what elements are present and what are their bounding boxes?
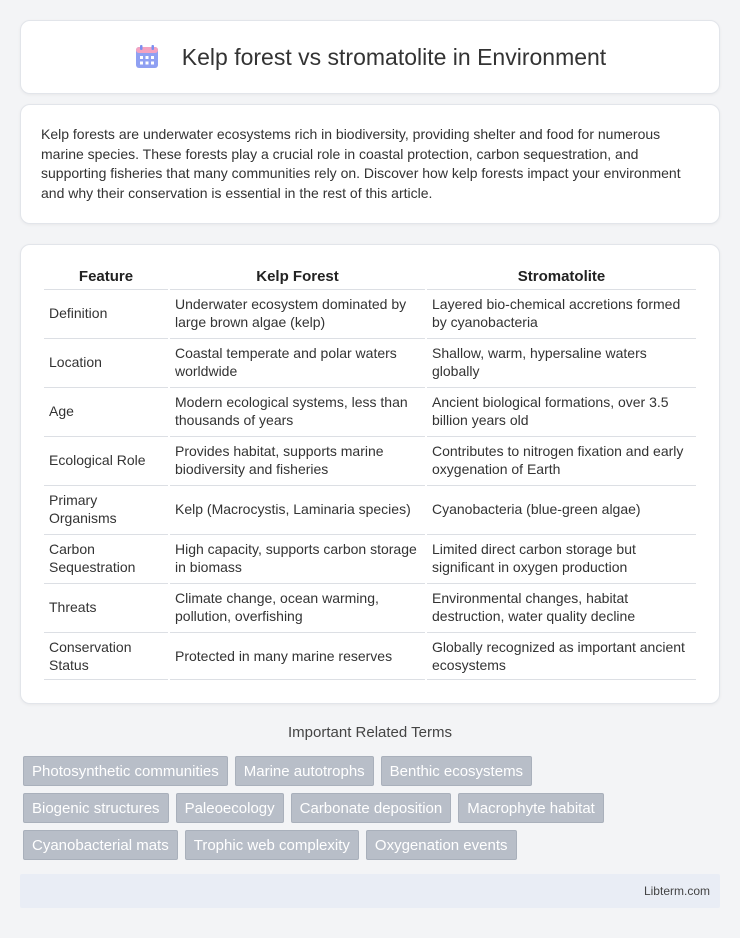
tag-biogenic-structures[interactable]: Biogenic structures bbox=[23, 793, 169, 823]
row-feature: Ecological Role bbox=[44, 436, 168, 483]
tag-row bbox=[23, 756, 723, 786]
intro-text: Kelp forests are underwater ecosystems rich in biodiversity, providing shelter and food for numerous marine species. These forests play a crucial role in coastal protection, carbon sequestration, and supporting fisheries that many communities rely on. Discover how kelp forests impact your environment and why their conservation is essential in the rest of this article. bbox=[41, 126, 681, 201]
row-feature: Definition bbox=[44, 289, 168, 336]
row-kelp-value: Kelp (Macrocystis, Laminaria species) bbox=[170, 485, 425, 532]
row-stromatolite-value: Environmental changes, habitat destruction, water quality decline bbox=[427, 583, 696, 630]
row-stromatolite-value: Shallow, warm, hypersaline waters globally bbox=[427, 338, 696, 385]
tag-row bbox=[23, 793, 723, 823]
calendar-icon bbox=[134, 44, 160, 70]
header-kelp-forest: Kelp Forest bbox=[256, 268, 339, 285]
tag-trophic-web-complexity[interactable]: Trophic web complexity bbox=[185, 830, 359, 860]
table-row bbox=[44, 387, 696, 434]
related-terms-title: Important Related Terms bbox=[288, 724, 452, 741]
table-row bbox=[44, 583, 696, 630]
row-feature: Carbon Sequestration bbox=[44, 534, 168, 581]
row-stromatolite-value: Layered bio-chemical accretions formed by cyanobacteria bbox=[427, 289, 696, 336]
related-terms-list bbox=[23, 756, 723, 867]
table-row bbox=[44, 436, 696, 483]
footer bbox=[20, 874, 720, 908]
row-kelp-value: Protected in many marine reserves bbox=[170, 632, 425, 680]
header-feature: Feature bbox=[78, 268, 134, 285]
page-title: Kelp forest vs stromatolite in Environment bbox=[181, 43, 607, 70]
tag-oxygenation-events[interactable]: Oxygenation events bbox=[366, 830, 517, 860]
row-stromatolite-value: Contributes to nitrogen fixation and early oxygenation of Earth bbox=[427, 436, 696, 483]
header-card bbox=[20, 20, 720, 94]
comparison-card bbox=[20, 244, 720, 704]
tag-photosynthetic-communities[interactable]: Photosynthetic communities bbox=[23, 756, 228, 786]
row-feature: Conservation Status bbox=[44, 632, 168, 680]
row-kelp-value: Provides habitat, supports marine biodiversity and fisheries bbox=[170, 436, 425, 483]
tag-paleoecology[interactable]: Paleoecology bbox=[176, 793, 284, 823]
table-header-row bbox=[44, 267, 696, 287]
tag-carbonate-deposition[interactable]: Carbonate deposition bbox=[291, 793, 452, 823]
table-row bbox=[44, 485, 696, 532]
table-row bbox=[44, 534, 696, 581]
tag-benthic-ecosystems[interactable]: Benthic ecosystems bbox=[381, 756, 532, 786]
tag-marine-autotrophs[interactable]: Marine autotrophs bbox=[235, 756, 374, 786]
comparison-table bbox=[42, 265, 698, 682]
row-feature: Location bbox=[44, 338, 168, 385]
row-kelp-value: High capacity, supports carbon storage in biomass bbox=[170, 534, 425, 581]
row-feature: Age bbox=[44, 387, 168, 434]
tag-cyanobacterial-mats[interactable]: Cyanobacterial mats bbox=[23, 830, 178, 860]
row-kelp-value: Underwater ecosystem dominated by large brown algae (kelp) bbox=[170, 289, 425, 336]
row-feature: Threats bbox=[44, 583, 168, 630]
row-kelp-value: Climate change, ocean warming, pollution, overfishing bbox=[170, 583, 425, 630]
footer-site-link[interactable]: Libterm.com bbox=[643, 884, 710, 898]
header-stromatolite: Stromatolite bbox=[517, 268, 606, 285]
table-row bbox=[44, 289, 696, 336]
row-stromatolite-value: Globally recognized as important ancient ecosystems bbox=[427, 632, 696, 680]
tag-macrophyte-habitat[interactable]: Macrophyte habitat bbox=[458, 793, 604, 823]
table-row bbox=[44, 338, 696, 385]
row-kelp-value: Coastal temperate and polar waters worldwide bbox=[170, 338, 425, 385]
row-kelp-value: Modern ecological systems, less than thousands of years bbox=[170, 387, 425, 434]
row-stromatolite-value: Ancient biological formations, over 3.5 billion years old bbox=[427, 387, 696, 434]
row-feature: Primary Organisms bbox=[44, 485, 168, 532]
row-stromatolite-value: Limited direct carbon storage but significant in oxygen production bbox=[427, 534, 696, 581]
row-stromatolite-value: Cyanobacteria (blue-green algae) bbox=[427, 485, 696, 532]
intro-card bbox=[20, 104, 720, 224]
tag-row bbox=[23, 830, 723, 860]
table-row bbox=[44, 632, 696, 680]
